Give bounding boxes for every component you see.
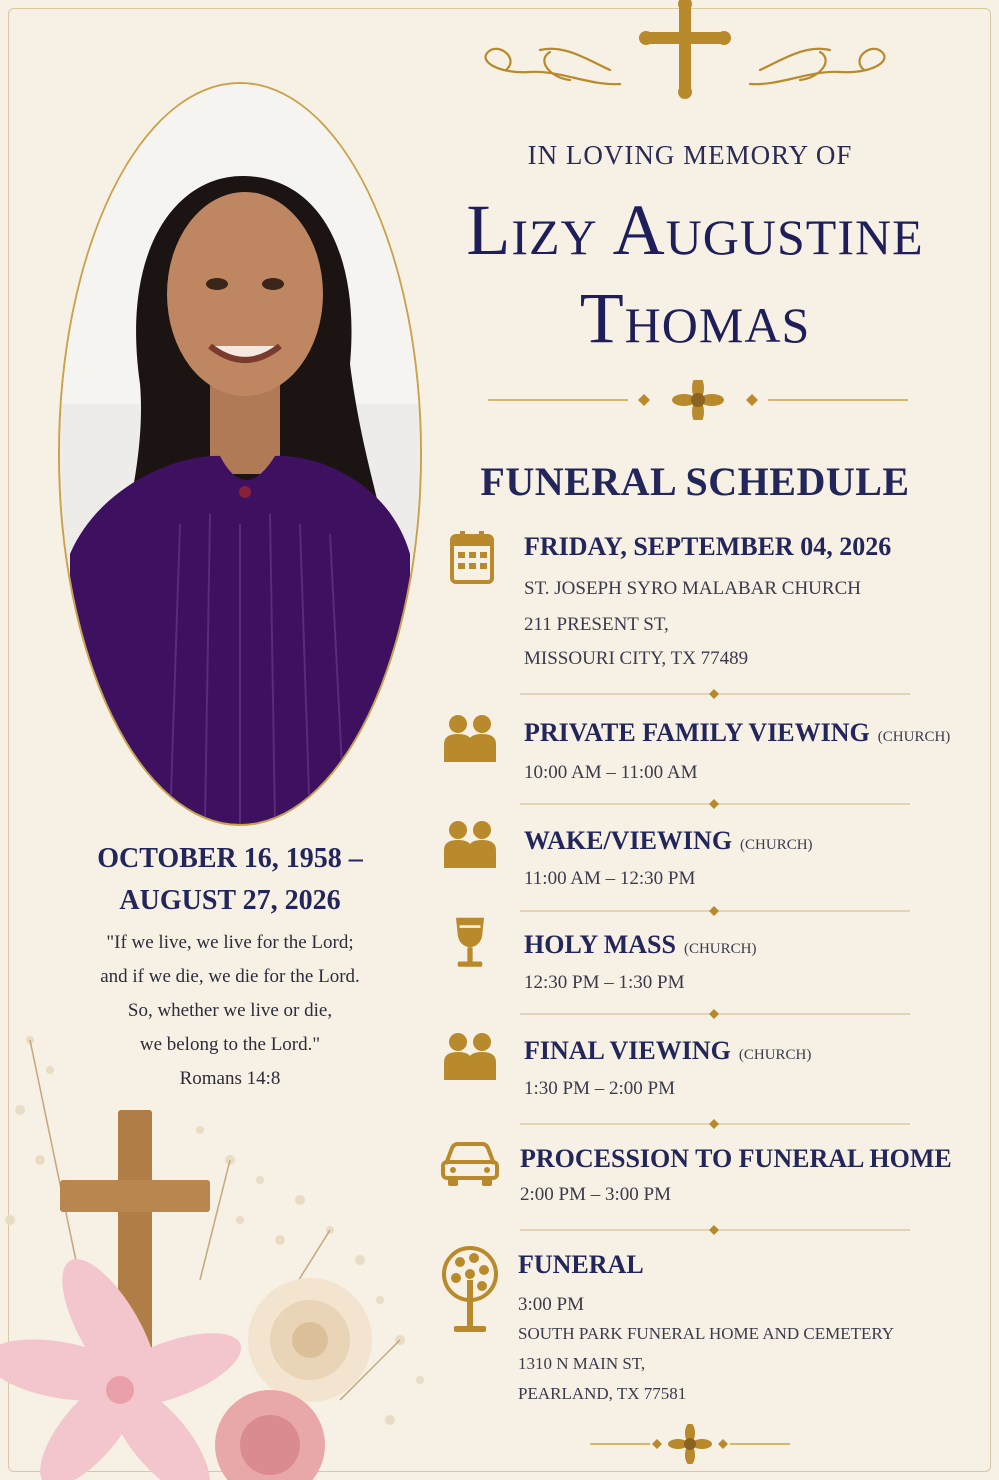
deceased-surname: Thomas xyxy=(579,278,811,358)
verse-line: and if we die, we die for the Lord. xyxy=(100,966,360,987)
event-title: PRIVATE FAMILY VIEWING xyxy=(524,718,870,747)
event-detail: MISSOURI CITY, TX 77489 xyxy=(524,648,749,669)
event-location-tag: (CHURCH) xyxy=(740,837,813,853)
schedule-event xyxy=(440,1134,960,1214)
separator xyxy=(520,1224,910,1236)
deceased-name: Lizy Augustine xyxy=(466,190,924,270)
cross-ornament-icon xyxy=(470,0,900,100)
event-time: 3:00 PM xyxy=(518,1294,584,1315)
event-title: PROCESSION TO FUNERAL HOME xyxy=(520,1144,952,1173)
event-title: FINAL VIEWING xyxy=(524,1036,731,1065)
flower-divider-icon xyxy=(590,1424,790,1464)
event-detail: PEARLAND, TX 77581 xyxy=(518,1384,687,1403)
verse-line: "If we live, we live for the Lord; xyxy=(106,932,354,953)
verse-line: So, whether we live or die, xyxy=(127,1000,333,1021)
verse-line: we belong to the Lord." xyxy=(139,1034,321,1055)
event-title: HOLY MASS xyxy=(524,930,676,959)
people-icon xyxy=(440,818,500,874)
event-time: 11:00 AM – 12:30 PM xyxy=(524,868,696,889)
tree-icon xyxy=(440,1244,500,1334)
schedule-event xyxy=(440,1030,960,1100)
event-title: FUNERAL xyxy=(518,1250,644,1279)
schedule-event xyxy=(440,1244,960,1414)
event-time: 1:30 PM – 2:00 PM xyxy=(524,1078,675,1099)
birth-date: OCTOBER 16, 1958 – xyxy=(97,843,363,874)
people-icon xyxy=(440,1030,500,1086)
event-location-tag: (CHURCH) xyxy=(738,1047,812,1063)
chalice-icon xyxy=(440,916,500,972)
separator xyxy=(520,798,910,810)
event-detail: 1310 N MAIN ST, xyxy=(518,1354,646,1373)
schedule-event xyxy=(440,530,960,680)
separator xyxy=(520,1118,910,1130)
event-time: 2:00 PM – 3:00 PM xyxy=(520,1184,671,1205)
schedule-event xyxy=(440,712,960,782)
death-date: AUGUST 27, 2026 xyxy=(119,885,341,916)
people-icon xyxy=(440,712,500,768)
flower-divider-icon xyxy=(488,380,908,420)
flowers-cross-illustration xyxy=(0,980,470,1480)
schedule-event xyxy=(440,916,960,993)
separator xyxy=(520,1008,910,1020)
portrait-photo xyxy=(58,82,422,826)
memory-label: IN LOVING MEMORY OF xyxy=(527,140,853,170)
event-location-tag: (CHURCH) xyxy=(877,729,951,745)
event-time: 12:30 PM – 1:30 PM xyxy=(524,972,685,993)
event-detail: 211 PRESENT ST, xyxy=(524,614,669,635)
calendar-icon xyxy=(440,530,500,586)
event-detail: SOUTH PARK FUNERAL HOME AND CEMETERY xyxy=(518,1324,895,1343)
car-icon xyxy=(440,1134,500,1190)
event-location-tag: (CHURCH) xyxy=(683,941,757,957)
event-detail: ST. JOSEPH SYRO MALABAR CHURCH xyxy=(524,578,861,599)
schedule-event xyxy=(440,818,960,888)
event-time: 10:00 AM – 11:00 AM xyxy=(524,762,698,783)
event-title: WAKE/VIEWING xyxy=(524,826,733,855)
schedule-title: FUNERAL SCHEDULE xyxy=(480,459,910,504)
event-title: FRIDAY, SEPTEMBER 04, 2026 xyxy=(524,532,892,561)
separator xyxy=(520,688,910,700)
verse-reference: Romans 14:8 xyxy=(179,1068,281,1089)
